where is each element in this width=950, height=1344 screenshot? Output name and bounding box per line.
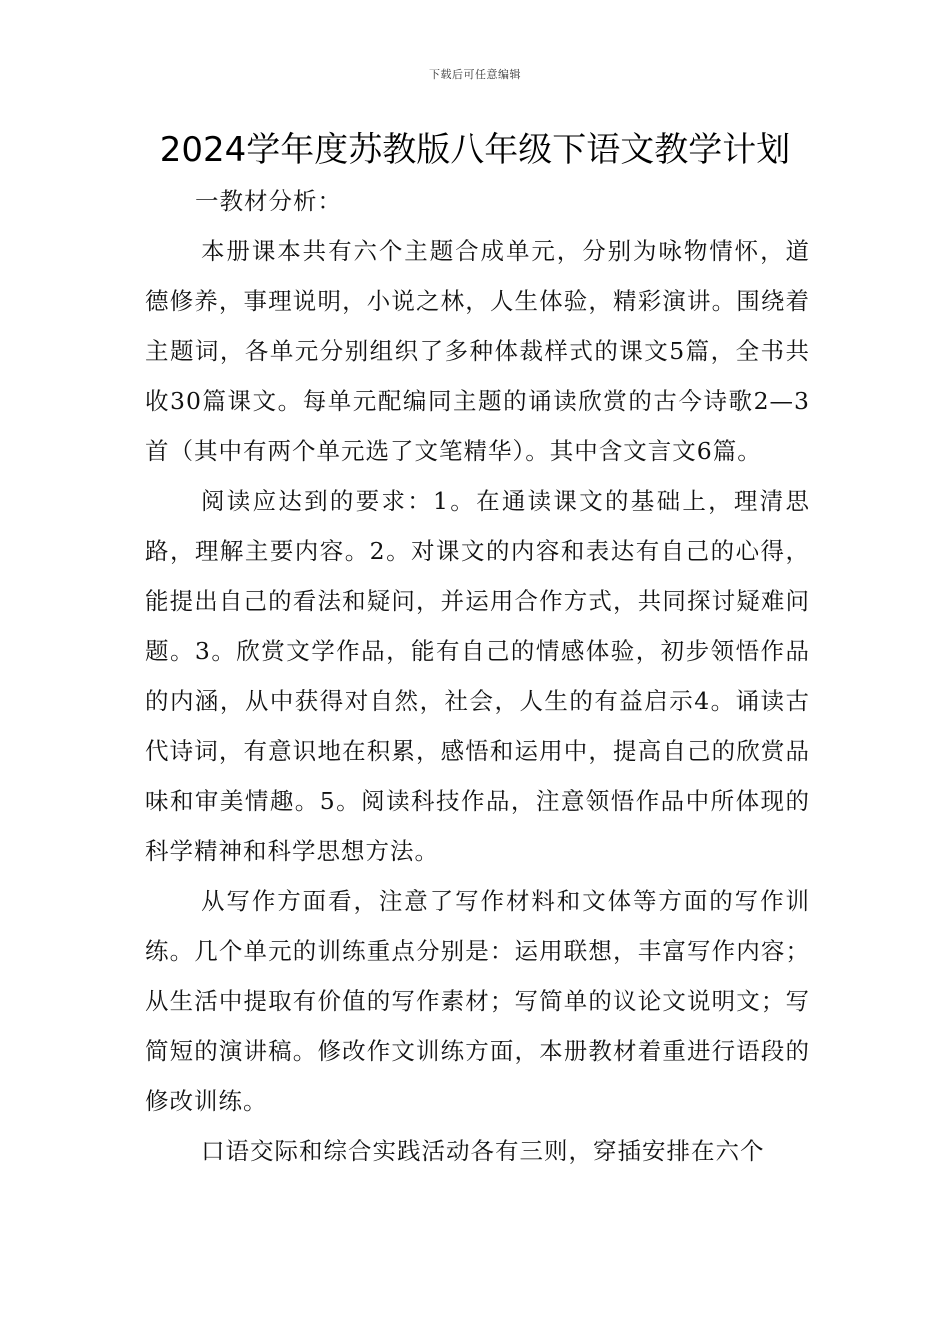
paragraph-oral-communication: 口语交际和综合实践活动各有三则，穿插安排在六个 bbox=[201, 1137, 765, 1165]
paragraph-writing-training: 从写作方面看，注意了写作材料和文体等方面的写作训练。几个单元的训练重点分别是：运用联想，丰富写作内容；从生活中提取有价值的写作素材；写简单的议论文说明文；写简短的演讲稿。修改作文训练方面，本册教材着重进行语段的修改训练。 bbox=[145, 887, 810, 1115]
document-body bbox=[145, 176, 810, 1176]
section-heading: 一教材分析： bbox=[195, 187, 342, 215]
paragraph-reading-requirements: 阅读应达到的要求：1。在通读课文的基础上，理清思路，理解主要内容。2。对课文的内容和表达有自己的心得，能提出自己的看法和疑问，并运用合作方式，共同探讨疑难问题。3。欣赏文学作品，能有自己的情感体验，初步领悟作品的内涵，从中获得对自然，社会，人生的有益启示4。诵读古代诗词，有意识地在积累，感悟和运用中，提高自己的欣赏品味和审美情趣。5。阅读科技作品，注意领悟作品中所体现的科学精神和科学思想方法。 bbox=[145, 487, 810, 865]
paragraph-textbook-overview: 本册课本共有六个主题合成单元，分别为咏物情怀，道德修养，事理说明，小说之林，人生体验，精彩演讲。围绕着主题词，各单元分别组织了多种体裁样式的课文5篇，全书共收30篇课文。每单元配编同主题的诵读欣赏的古今诗歌2—3首（其中有两个单元选了文笔精华）。其中含文言文6篇。 bbox=[145, 237, 810, 465]
document-title: 2024学年度苏教版八年级下语文教学计划 bbox=[159, 130, 791, 170]
header-note: 下载后可任意编辑 bbox=[429, 68, 521, 81]
